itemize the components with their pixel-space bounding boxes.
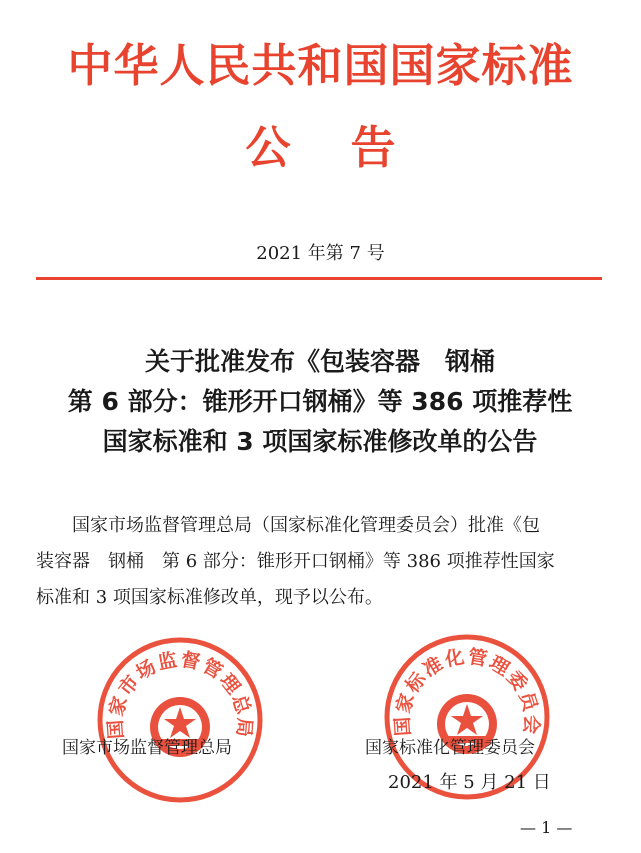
announcement-title <box>20 342 620 462</box>
signer-right: 国家标准化管理委员会 <box>365 738 535 758</box>
page-number: — 1 — <box>520 818 573 837</box>
title-line-3: 国家标准和 3 项国家标准修改单的公告 <box>102 427 538 456</box>
header-char-a: 公 <box>245 121 291 174</box>
body-line-1: 国家市场监督管理总局（国家标准化管理委员会）批准《包 <box>72 515 540 536</box>
title-line-2: 第 6 部分：锥形开口钢桶》等 386 项推荐性 <box>67 387 573 416</box>
seal-right-text: 国家标准化管理委员会 <box>391 645 543 737</box>
seal-left-text: 国家市场监督管理总局 <box>104 648 256 740</box>
official-seal-left <box>95 635 265 805</box>
document-header-title: 中华人民共和国国家标准 <box>67 39 574 92</box>
header-char-b: 告 <box>350 121 396 174</box>
body-line-3: 标准和 3 项国家标准修改单，现予以公布。 <box>36 587 383 608</box>
issue-date: 2021 年 5 月 21 日 <box>388 772 551 793</box>
signer-left: 国家市场监督管理总局 <box>62 738 232 758</box>
body-line-2: 装容器 钢桶 第 6 部分：锥形开口钢桶》等 386 项推荐性国家 <box>36 551 555 572</box>
issue-number: 2021 年第 7 号 <box>256 243 385 264</box>
announcement-body <box>36 508 606 616</box>
title-line-1: 关于批准发布《包装容器 钢桶 <box>144 347 495 376</box>
document-header-announcement <box>0 118 641 178</box>
header-divider <box>36 277 602 280</box>
